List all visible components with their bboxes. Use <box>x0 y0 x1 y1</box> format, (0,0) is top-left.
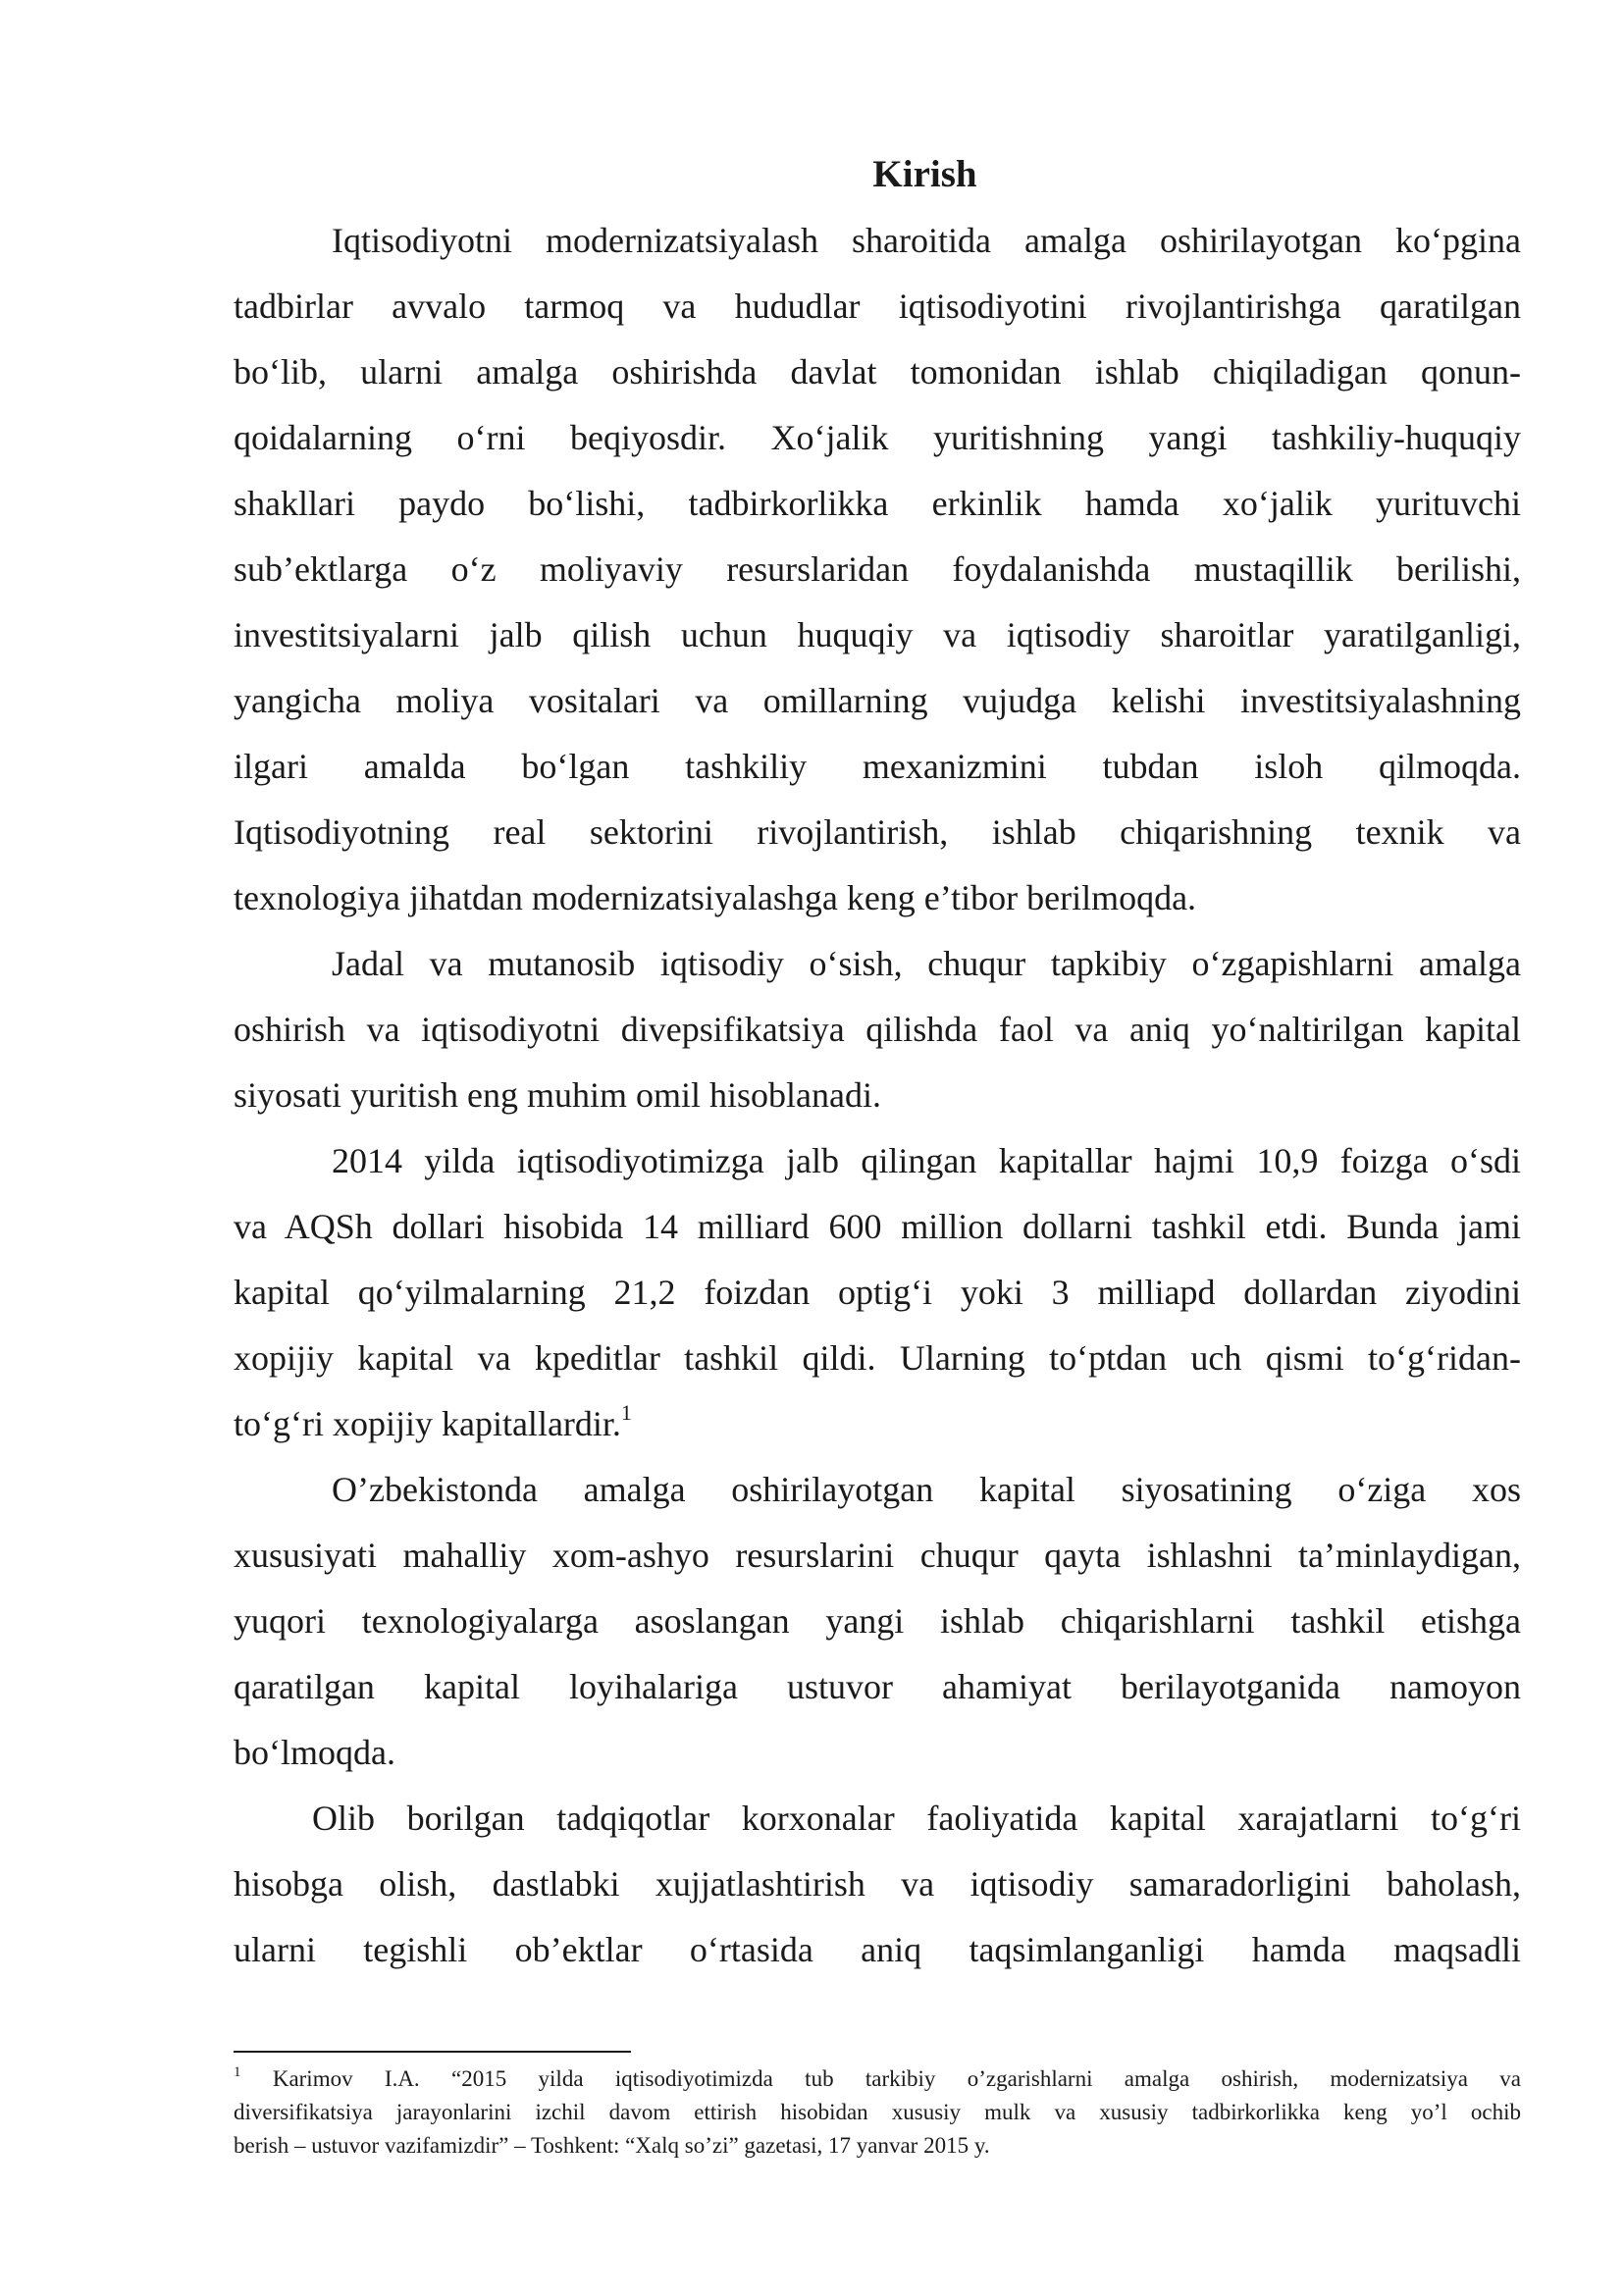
paragraph-line: qaratilgan kapital loyihalariga ustuvor ahamiyat berilayotganida namoyon <box>234 1667 1521 1706</box>
paragraph-line: kapital qo‘yilmalarning 21,2 foizdan optig‘i yoki 3 milliapd dollardan ziyodini <box>234 1273 1521 1312</box>
paragraph-line: O’zbekistonda amalga oshirilayotgan kapital siyosatining o‘ziga xos <box>332 1470 1521 1509</box>
paragraph-line: sub’ektlarga o‘z moliyaviy resurslaridan foydalanishda mustaqillik berilishi, <box>234 549 1521 589</box>
footnote-number: 1 <box>234 2064 241 2080</box>
paragraph-line: texnologiya jihatdan modernizatsiyalashga keng e’tibor berilmoqda. <box>234 878 1197 917</box>
paragraph-line: investitsiyalarni jalb qilish uchun huquqiy va iqtisodiy sharoitlar yaratilganligi, <box>234 615 1521 654</box>
paragraph-line: xopijiy kapital va kpeditlar tashkil qildi. Ularning to‘ptdan uch qismi to‘g‘ridan- <box>234 1338 1521 1378</box>
paragraph-line: ularni tegishli ob’ektlar o‘rtasida aniq taqsimlanganligi hamda maqsadli <box>234 1930 1521 1969</box>
paragraph-line: bo‘lmoqda. <box>234 1733 395 1772</box>
paragraph-line: ilgari amalda bo‘lgan tashkiliy mexanizmini tubdan isloh qilmoqda. <box>234 747 1521 786</box>
paragraph-line: Olib borilgan tadqiqotlar korxonalar faoliyatida kapital xarajatlarni to‘g‘ri <box>312 1799 1521 1838</box>
paragraph-line: oshirish va iqtisodiyotni divepsifikatsiya qilishda faol va aniq yo‘naltirilgan kapital <box>234 1010 1521 1049</box>
paragraph-line: 2014 yilda iqtisodiyotimizga jalb qilingan kapitallar hajmi 10,9 foizga o‘sdi <box>332 1141 1521 1180</box>
footnote-line: diversifikatsiya jarayonlarini izchil davom ettirish hisobidan xususiy mulk va xususiy tadbirkorlikka keng yo’l ochib <box>234 2100 1521 2124</box>
paragraph-line: va AQSh dollari hisobida 14 milliard 600 million dollarni tashkil etdi. Bunda jami <box>234 1207 1521 1246</box>
footnote-line: $^1$ Karimov I.A. “2015 yilda iqtisodiyotimizda tub tarkibiy o’zgarishlarni amalga oshirish, modernizatsiya va <box>234 2064 1521 2091</box>
paragraph-line: bo‘lib, ularni amalga oshirishda davlat tomonidan ishlab chiqiladigan qonun- <box>234 352 1521 391</box>
footnote-reference[interactable]: 1 <box>620 1400 632 1425</box>
paragraph-line: Iqtisodiyotning real sektorini rivojlantirish, ishlab chiqarishning texnik va <box>234 812 1521 852</box>
footnote-line: berish – ustuvor vazifamizdir” – Toshkent: “Xalq so’zi” gazetasi, 17 yanvar 2015 y. <box>234 2133 990 2158</box>
paragraph-line: Jadal va mutanosib iqtisodiy o‘sish, chuqur tapkibiy o‘zgapishlarni amalga <box>332 944 1521 983</box>
paragraph-line: siyosati yuritish eng muhim omil hisoblanadi. <box>234 1075 881 1115</box>
paragraph-line: hisobga olish, dastlabki xujjatlashtirish va iqtisodiy samaradorligini baholash, <box>234 1864 1521 1904</box>
paragraph-line: to‘g‘ri xopijiy kapitallardir.$^1$ <box>234 1400 632 1443</box>
paragraph-line: Iqtisodiyotni modernizatsiyalash sharoitida amalga oshirilayotgan ko‘pgina <box>332 221 1521 260</box>
paragraph-line: shakllari paydo bo‘lishi, tadbirkorlikka erkinlik hamda xo‘jalik yurituvchi <box>234 484 1521 523</box>
footnote-separator <box>234 2051 631 2053</box>
paragraph-line: yangicha moliya vositalari va omillarning vujudga kelishi investitsiyalashning <box>234 681 1521 720</box>
paragraph-line: qoidalarning o‘rni beqiyosdir. Xo‘jalik yuritishning yangi tashkiliy-huquqiy <box>234 418 1521 457</box>
paragraph-line: yuqori texnologiyalarga asoslangan yangi ishlab chiqarishlarni tashkil etishga <box>234 1601 1521 1641</box>
paragraph-line: xususiyati mahalliy xom-ashyo resurslarini chuqur qayta ishlashni ta’minlaydigan, <box>234 1536 1521 1575</box>
footnote <box>234 2062 1521 2163</box>
paragraph-line: tadbirlar avvalo tarmoq va hududlar iqtisodiyotini rivojlantirishga qaratilgan <box>234 287 1521 326</box>
document-body <box>234 208 1521 1983</box>
page-title: Kirish <box>872 153 977 195</box>
